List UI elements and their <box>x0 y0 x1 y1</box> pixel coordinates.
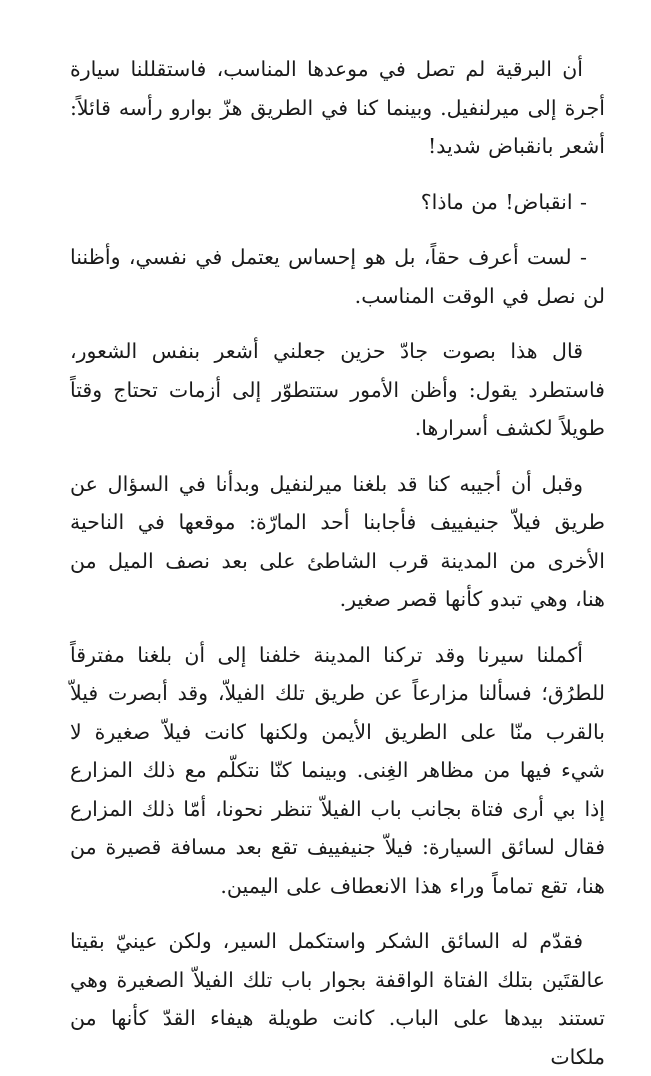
paragraph-serious-voice: قال هذا بصوت جادّ حزين جعلني أشعر بنفس الشعور، فاستطرد يقول: وأظن الأمور ستتطوّر إلى أزمات تحتاج وقتاً طويلاً لكشف أسرارها. <box>70 339 605 440</box>
paragraph-girl-at-villa: فقدّم له السائق الشكر واستكمل السير، ولكن عينيّ بقيتا عالقتَين بتلك الفتاة الواقفة بجوار باب تلك الفيلاّ الصغيرة وهي تستند بيدها على الباب. كانت طويلة هيفاء القدّ كأنها من ملكات <box>70 929 605 1069</box>
paragraph-dialogue-answer: - لست أعرف حقاً، بل هو إحساس يعتمل في نفسي، وأظننا لن نصل في الوقت المناسب. <box>70 245 605 308</box>
paragraph-crossroads-farmer: أكملنا سيرنا وقد تركنا المدينة خلفنا إلى أن بلغنا مفترقاً للطرُق؛ فسألنا مزارعاً عن طريق تلك الفيلاّ، وقد أبصرت فيلاّ بالقرب منّا على الطريق الأيمن ولكنها كانت فيلاّ صغيرة لا شيء فيها من مظاهر الغِنى. وبينما كنّا نتكلّم مع ذلك المزارع إذا بي أرى فتاة بجانب باب الفيلاّ تنظر نحونا، أمّا ذلك المزارع فقال لسائق السيارة: فيلاّ جنيفييف تقع بعد مسافة قصيرة من هنا، تقع تماماً وراء هذا الانعطاف على اليمين. <box>70 642 605 898</box>
paragraph-dialogue-question: - انقباض! من ماذا؟ <box>420 189 587 214</box>
paragraph-arrival-merlinville: وقبل أن أجيبه كنا قد بلغنا ميرلنفيل وبدأنا في السؤال عن طريق فيلاّ جنيفييف فأجابنا أحد المارّة: موقعها في الناحية الأخرى من المدينة قرب الشاطئ على بعد نصف الميل من هنا، وهي تبدو كأنها قصر صغير. <box>70 471 605 611</box>
paragraph-telegram-taxi: أن البرقية لم تصل في موعدها المناسب، فاستقللنا سيارة أجرة إلى ميرلنفيل. وبينما كنا في الطريق هزّ بوارو رأسه قائلاً: أشعر بانقباض شديد! <box>70 57 605 158</box>
